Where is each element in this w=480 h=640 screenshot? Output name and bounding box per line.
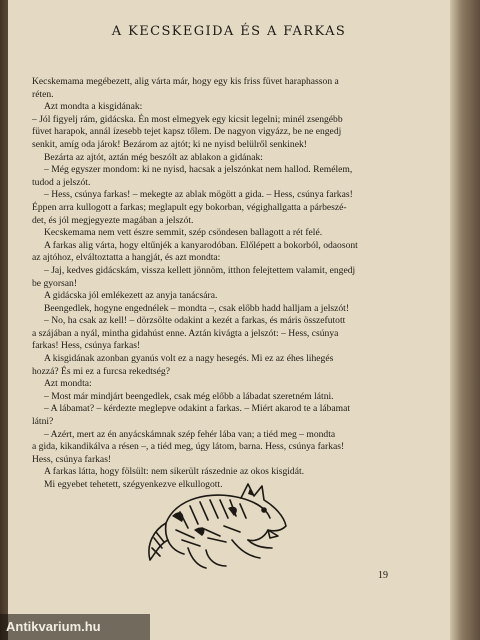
watermark-text: Antikvarium.hu bbox=[6, 619, 101, 634]
text-line: a gida, kikandikálva a résen –, a tiéd meg, úgy látom, barna. Hess, csúnya farkas! bbox=[32, 441, 345, 453]
text-line: füvet harapok, annál ízesebb tejet kapsz tőlem. De nagyon vigyázz, be ne engedj bbox=[32, 126, 342, 138]
text-line: – Még egyszer mondom: ki ne nyisd, hacsak a jelszónkat nem hallod. Remélem, bbox=[44, 164, 353, 176]
book-page bbox=[8, 0, 450, 640]
text-line: Éppen arra kullogott a farkas; meglapult egy bokorban, végighallgatta a párbeszé- bbox=[32, 201, 347, 213]
text-line: Hess, csúnya farkas! bbox=[32, 453, 112, 465]
text-line: – No, ha csak az kell! – dörzsölte odakint a kezét a farkas, és máris összefutott bbox=[44, 315, 346, 327]
text-line: Kecskemama nem vett észre semmit, szép csöndesen ballagott a rét felé. bbox=[44, 227, 323, 239]
wolf-drawing-icon bbox=[136, 468, 296, 578]
text-line: – Jól figyelj rám, gidácska. Én most elmegyek egy kicsit legelni; minél zsengébb bbox=[32, 113, 343, 125]
text-line: Azt mondta a kisgidának: bbox=[44, 101, 143, 113]
text-line: be gyorsan! bbox=[32, 277, 78, 289]
text-line: A farkas látta, hogy fölsült: nem sikerült rászednie az okos kisgidát. bbox=[44, 466, 305, 478]
text-line: A farkas alig várta, hogy eltűnjék a kanyarodóban. Előlépett a bokorból, odaosont bbox=[44, 239, 358, 251]
page-number: 19 bbox=[378, 570, 388, 581]
text-line: látni? bbox=[32, 416, 54, 428]
text-line: A kisgidának azonban gyanús volt ez a nagy hesegés. Mi ez az éhes lihegés bbox=[44, 353, 334, 365]
text-line: det, és jól megjegyezte magában a jelszót. bbox=[32, 214, 194, 226]
text-line: Beengedlek, hogyne engednélek – mondta –, csak előbb hadd halljam a jelszót! bbox=[44, 302, 350, 314]
text-line: Mi egyebet tehetett, szégyenkezve elkullogott. bbox=[44, 479, 223, 490]
page-stack-edge bbox=[450, 0, 480, 640]
text-line: – Most már mindjárt beengedlek, csak még előbb a lábadat szeretném látni. bbox=[44, 390, 334, 402]
text-line: Bezárta az ajtót, aztán még beszólt az ablakon a gidának: bbox=[44, 151, 263, 163]
text-line: senkit, amíg oda járok! Bezárom az ajtót; ki ne nyisd belülről senkinek! bbox=[32, 138, 307, 150]
text-line: – Azért, mert az én anyácskámnak szép fehér lába van; a tiéd meg – mondta bbox=[44, 428, 336, 440]
text-line: a szájában a nyál, mintha gidahúst enne. Aztán kivágta a jelszót: – Hess, csúnya bbox=[32, 327, 339, 339]
text-line: – Jaj, kedves gidácskám, vissza kellett jönnöm, itthon felejtettem valamit, engedj bbox=[44, 264, 356, 276]
text-line: réten. bbox=[32, 88, 54, 100]
watermark bbox=[0, 614, 150, 640]
text-line: Azt mondta: bbox=[44, 378, 92, 390]
text-line: A gidácska jól emlékezett az anyja tanácsára. bbox=[44, 290, 218, 302]
text-line: – Hess, csúnya farkas! – mekegte az ablak mögött a gida. – Hess, csúnya farkas! bbox=[44, 189, 353, 201]
story-text bbox=[32, 76, 426, 492]
text-line: hozzá? És mi ez a furcsa rekedtség? bbox=[32, 365, 170, 377]
text-line: az ajtóhoz, elváltoztatta a hangját, és azt mondta: bbox=[32, 252, 221, 264]
story-title: A KECSKEGIDA ÉS A FARKAS bbox=[111, 24, 347, 39]
text-line: tudod a jelszót. bbox=[32, 176, 91, 188]
text-line: – A lábamat? – kérdezte meglepve odakint a farkas. – Miért akarod te a lábamat bbox=[44, 403, 351, 415]
text-line: farkas! Hess, csúnya farkas! bbox=[32, 340, 141, 352]
text-line: Kecskemama megébezett, alig várta már, hogy egy kis friss füvet haraphasson a bbox=[32, 76, 339, 87]
